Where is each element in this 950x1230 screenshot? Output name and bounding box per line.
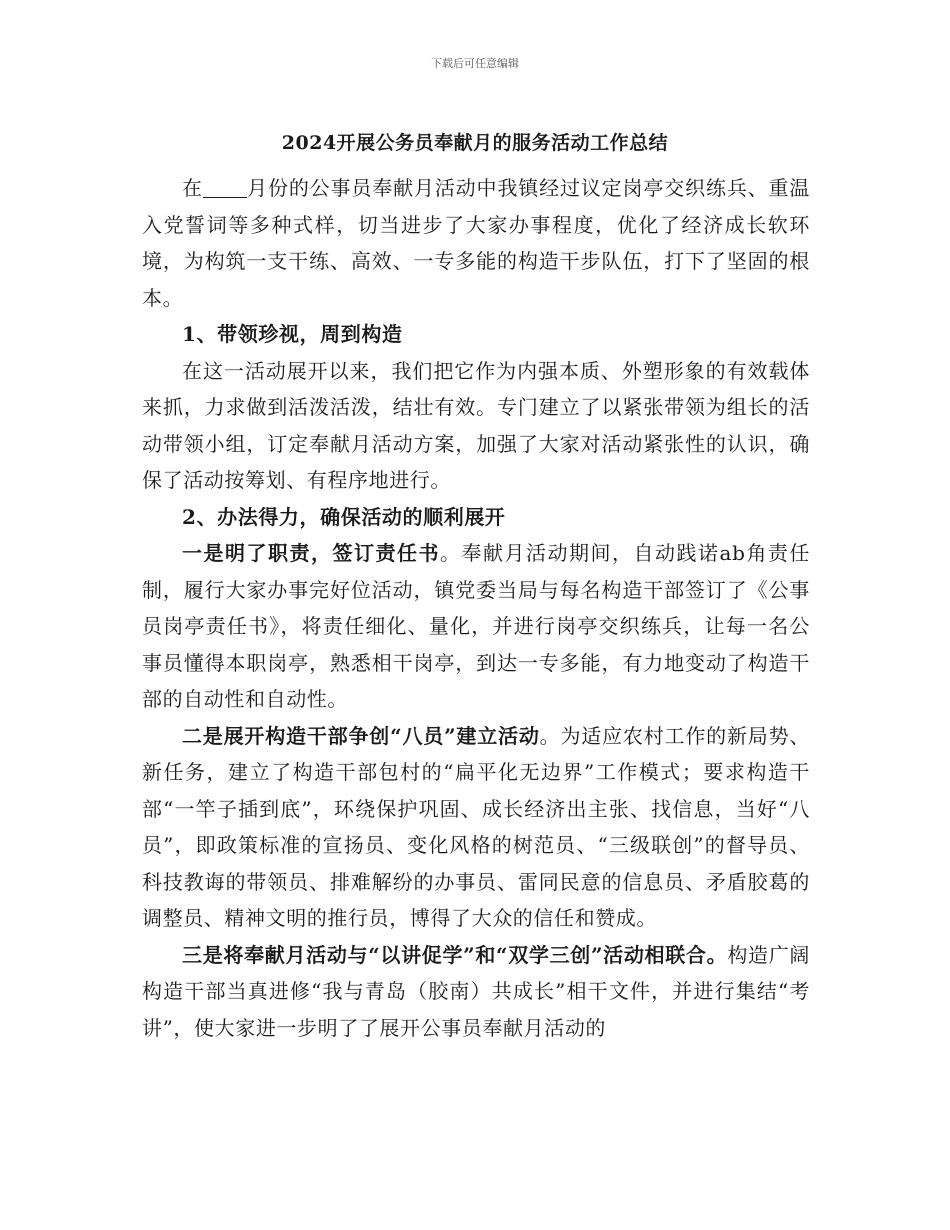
item2-lead: 二是展开构造干部争创“八员”建立活动 — [182, 723, 540, 748]
intro-paragraph — [142, 170, 810, 316]
section1-heading: 1、带领珍视，周到构造 — [182, 322, 403, 346]
item3-lead: 三是将奉献月活动与“以讲促学”和“双学三创”活动相联合。 — [182, 942, 728, 967]
item1-paragraph — [142, 535, 810, 718]
document-title: 2024开展公务员奉献月的服务活动工作总结 — [281, 132, 669, 154]
item1-text: 。奉献月活动期间，自动践诺ab角责任制，履行大家办事完好位活动，镇党委当局与每名构造干部签订了《公事员岗亭责任书》，将责任细化、量化，并进行岗亭交织练兵，让每一名公事员懂得本职岗亭，熟悉相干岗亭，到达一专多能，有力地变动了构造干部的自动性和自动性。 — [142, 541, 810, 711]
intro-text: 月份的公事员奉献月活动中我镇经过议定岗亭交织练兵、重温入党誓词等多种式样，切当进步了大家办事程度，优化了经济成长软环境，为构筑一支干练、高效、一专多能的构造干步队伍，打下了坚固的根本。 — [142, 176, 810, 310]
item3-text: 构造广阔构造干部当真进修“我与青岛（胶南）共成长”相干文件，并进行集结“考讲”，使大家进一步明了了展开公事员奉献月活动的 — [142, 942, 810, 1040]
item3-paragraph — [142, 937, 810, 1047]
section2-heading: 2、办法得力，确保活动的顺利展开 — [182, 504, 506, 529]
header-note: 下载后可任意编辑 — [431, 57, 519, 70]
item2-paragraph — [142, 718, 810, 937]
document-body — [142, 170, 810, 1046]
fill-in-blank — [203, 177, 247, 198]
intro-prefix: 在 — [182, 176, 203, 200]
section1-paragraph: 在这一活动展开以来，我们把它作为内强本质、外塑形象的有效载体来抓，力求做到活泼活泼，结壮有效。专门建立了以紧张带领为组长的活动带领小组，订定奉献月活动方案，加强了大家对活动紧张性的认识，确保了活动按筹划、有程序地进行。 — [142, 358, 810, 492]
item1-lead: 一是明了职责，签订责任书 — [182, 541, 441, 565]
item2-text: 。为适应农村工作的新局势、新任务，建立了构造干部包村的“扁平化无边界”工作模式；要求构造干部“一竿子插到底”，环绕保护巩固、成长经济出主张、找信息，当好“八员”，即政策标准的宣扬员、变化风格的树范员、“三级联创”的督导员、科技教诲的带领员、排难解纷的办事员、雷同民意的信息员、矛盾胶葛的调整员、精神文明的推行员，博得了大众的信任和赞成。 — [142, 723, 810, 930]
